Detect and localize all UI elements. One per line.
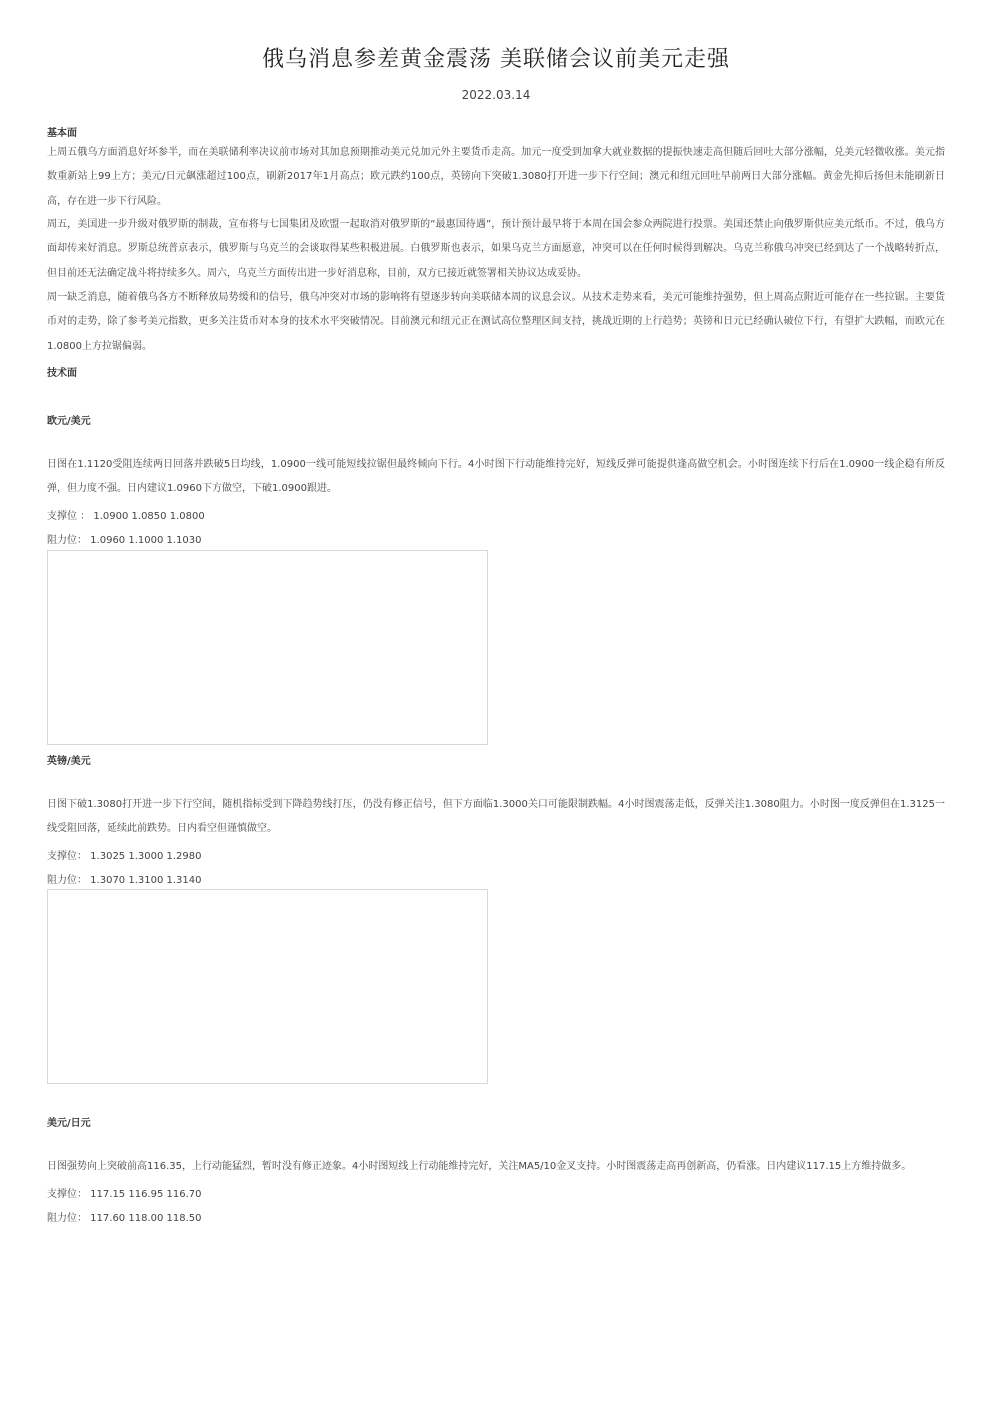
chart-image-gbpusd <box>47 889 488 1084</box>
analysis-gbpusd: 日图下破1.3080打开进一步下行空间，随机指标受到下降趋势线打压，仍没有修正信号，但下方面临1.3000关口可能限制跌幅。4小时图震荡走低，反弹关注1.3080阻力。小时图一度反弹但在1.3125一线受阻回落，延续此前跌势。日内看空但谨慎做空。 <box>47 799 945 835</box>
resistance-levels-gbpusd: 阻力位： 1.3070 1.3100 1.3140 <box>47 875 202 886</box>
section-heading-eurusd: 欧元/美元 <box>47 416 91 427</box>
support-levels-usdjpy: 支撑位： 117.15 116.95 116.70 <box>47 1189 202 1200</box>
support-levels-eurusd: 支撑位 ： 1.0900 1.0850 1.0800 <box>47 511 205 522</box>
resistance-levels-usdjpy: 阻力位： 117.60 118.00 118.50 <box>47 1213 202 1224</box>
section-heading-usdjpy: 美元/日元 <box>47 1118 91 1129</box>
fundamentals-paragraph-1: 上周五俄乌方面消息好坏参半，而在美联储利率决议前市场对其加息预期推动美元兑加元外主要货币走高。加元一度受到加拿大就业数据的提振快速走高但随后回吐大部分涨幅，兑美元轻微收涨。美元指数重新站上99上方；美元/日元飙涨超过100点，刷新2017年1月高点；欧元跌约100点，英镑向下突破1.3080打开进一步下行空间；澳元和纽元回吐早前两日大部分涨幅。黄金先抑后扬但未能刷新日高，存在进一步下行风险。 <box>47 147 945 207</box>
technical-heading: 技术面 <box>47 368 77 379</box>
support-levels-gbpusd: 支撑位： 1.3025 1.3000 1.2980 <box>47 851 202 862</box>
fundamentals-paragraph-3: 周一缺乏消息，随着俄乌各方不断释放局势缓和的信号，俄乌冲突对市场的影响将有望逐步转向美联储本周的议息会议。从技术走势来看，美元可能维持强势，但上周高点附近可能存在一些拉锯。主要货币对的走势，除了参考美元指数，更多关注货币对本身的技术水平突破情况。目前澳元和纽元正在测试高位整理区间支持，挑战近期的上行趋势；英镑和日元已经确认破位下行，有望扩大跌幅，而欧元在1.0800上方拉锯偏弱。 <box>47 292 945 352</box>
fundamentals-paragraph-2: 周五，美国进一步升级对俄罗斯的制裁，宣布将与七国集团及欧盟一起取消对俄罗斯的“最惠国待遇”，预计预计最早将于本周在国会参众两院进行投票。美国还禁止向俄罗斯供应美元纸币。不过，俄乌方面却传来好消息。罗斯总统普京表示，俄罗斯与乌克兰的会谈取得某些积极进展。白俄罗斯也表示，如果乌克兰方面愿意，冲突可以在任何时候得到解决。乌克兰称俄乌冲突已经到达了一个战略转折点，但目前还无法确定战斗将持续多久。周六，乌克兰方面传出进一步好消息称，目前，双方已接近就签署相关协议达成妥协。 <box>47 219 945 279</box>
article-date: 2022.03.14 <box>461 88 531 102</box>
analysis-usdjpy: 日图强势向上突破前高116.35，上行动能猛烈，暂时没有修正迹象。4小时图短线上行动能维持完好，关注MA5/10金叉支持。小时图震荡走高再创新高，仍看涨。日内建议117.15上方维持做多。 <box>47 1161 912 1172</box>
fundamentals-heading: 基本面 <box>47 128 77 139</box>
analysis-eurusd: 日图在1.1120受阻连续两日回落并跌破5日均线，1.0900一线可能短线拉锯但最终倾向下行。4小时图下行动能维持完好，短线反弹可能提供逢高做空机会。小时图连续下行后在1.0900一线企稳有所反弹，但力度不强。日内建议1.0960下方做空，下破1.0900跟进。 <box>47 459 945 495</box>
article-title: 俄乌消息参差黄金震荡 美联储会议前美元走强 <box>262 47 730 72</box>
resistance-levels-eurusd: 阻力位： 1.0960 1.1000 1.1030 <box>47 535 202 546</box>
section-heading-gbpusd: 英镑/美元 <box>47 756 91 767</box>
chart-image-eurusd <box>47 550 488 745</box>
